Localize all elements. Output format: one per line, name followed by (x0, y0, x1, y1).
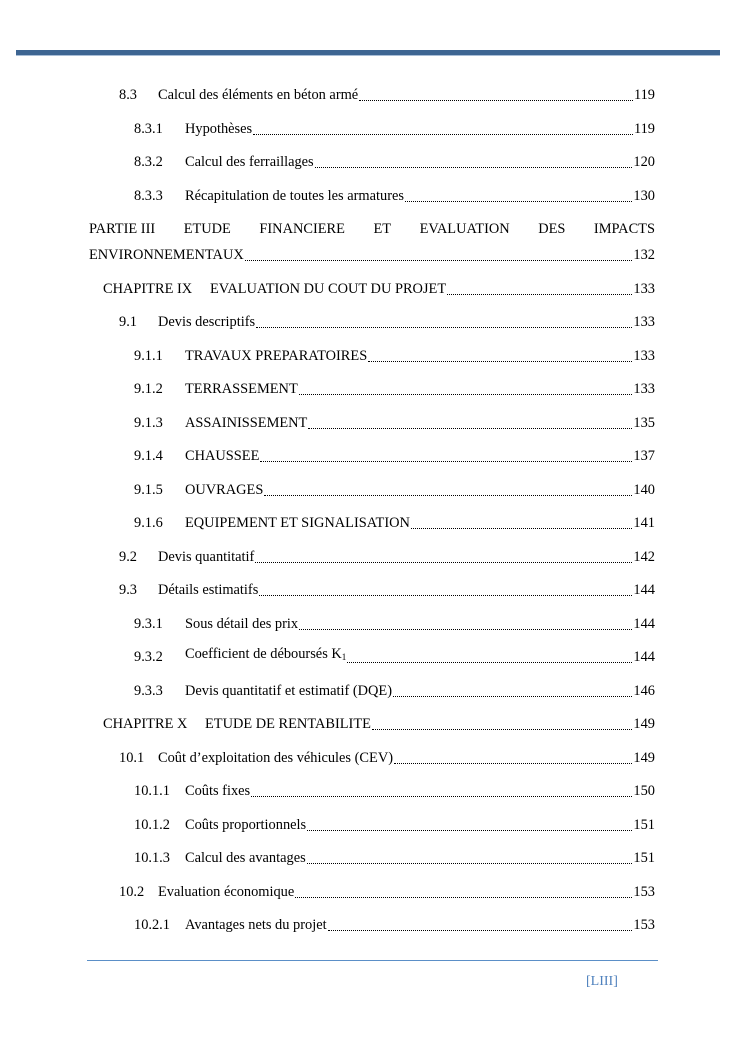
toc-entry-title (158, 548, 254, 566)
toc-entry-number: 10.2.1 (134, 917, 170, 933)
toc-entry[interactable] (89, 380, 655, 398)
part-word: FINANCIERE (259, 221, 345, 237)
toc-entry-page: 144 (633, 582, 655, 598)
dot-leader (394, 762, 632, 764)
toc-entry-title (185, 187, 404, 205)
dot-leader (307, 829, 632, 831)
toc-entry-page: 153 (633, 917, 655, 933)
toc-entry-title-text: TRAVAUX PREPARATOIRES (185, 347, 368, 364)
toc-entry-title (185, 682, 392, 700)
part-word: ET (373, 221, 392, 237)
dot-leader (245, 259, 633, 261)
toc-entry-title (158, 749, 393, 767)
dot-leader (308, 427, 632, 429)
toc-entry-number: CHAPITRE IX (103, 280, 193, 297)
dot-leader (264, 494, 632, 496)
toc-entry[interactable] (89, 414, 655, 432)
toc-entry-title (185, 645, 346, 666)
toc-entry[interactable] (89, 782, 655, 800)
toc-entry-title (185, 782, 250, 800)
toc-entry-title-text: CHAUSSEE (185, 448, 260, 464)
toc-entry-page: 153 (633, 883, 655, 900)
toc-entry[interactable] (89, 280, 655, 298)
toc-entry-title (185, 849, 306, 867)
dot-leader (299, 393, 633, 395)
footer-page-number: [LIII] (586, 974, 618, 989)
dot-leader (347, 661, 632, 663)
toc-entry-number: 10.1.1 (134, 783, 170, 799)
toc-entry-page: 137 (633, 448, 655, 464)
toc-entry-title-text: Devis quantitatif (158, 548, 255, 565)
toc-entry[interactable] (89, 514, 655, 532)
toc-entry-page: 144 (633, 615, 655, 632)
toc-entry-number: 9.1.5 (134, 481, 163, 498)
toc-entry-page: 149 (633, 749, 655, 766)
toc-entry-title (185, 414, 307, 432)
toc-entry-title: ENVIRONNEMENTAUX (89, 247, 244, 263)
toc-entry-number: 8.3.3 (134, 187, 163, 204)
toc-entry[interactable] (89, 581, 655, 599)
dot-leader (295, 896, 632, 898)
toc-entry-title-text: Evaluation économique (158, 883, 295, 900)
dot-leader (253, 133, 633, 135)
toc-entry-title-text: Calcul des éléments en béton armé (158, 87, 359, 103)
toc-entry-number: 9.1.6 (134, 515, 163, 531)
toc-entry-title-text: Coûts proportionnels (185, 816, 307, 833)
toc-entry-page: 140 (633, 481, 655, 498)
dot-leader (315, 166, 633, 168)
toc-entry[interactable] (89, 548, 655, 566)
dot-leader (372, 728, 633, 730)
toc-entry-page: 142 (633, 548, 655, 565)
toc-entry-title-text: Calcul des avantages (185, 850, 306, 866)
toc-entry[interactable] (89, 816, 655, 834)
part-word: IMPACTS (593, 221, 655, 237)
toc-entry-title-text: ASSAINISSEMENT (185, 414, 308, 431)
toc-entry-number: 9.2 (119, 548, 137, 565)
toc-entry[interactable] (89, 715, 655, 733)
dot-leader (359, 99, 633, 101)
toc-entry-title-text: EVALUATION DU COUT DU PROJET (210, 280, 447, 297)
dot-leader (368, 360, 632, 362)
toc-entry-number: 9.3 (119, 582, 137, 598)
toc-entry-title-text: Devis quantitatif et estimatif (DQE) (185, 682, 393, 699)
dot-leader (299, 628, 632, 630)
toc-entry-title-text: Avantages nets du projet (185, 917, 327, 933)
toc-entry[interactable] (89, 849, 655, 867)
toc-entry[interactable] (89, 481, 655, 499)
toc-entry-title-text: Sous détail des prix (185, 615, 299, 632)
toc-entry-title-text: Hypothèses (185, 120, 253, 137)
toc-entry-title-text: Coût d’exploitation des véhicules (CEV) (158, 749, 394, 766)
toc-entry-number: 9.1.2 (134, 381, 163, 397)
toc-entry-title (185, 816, 306, 834)
toc-entry-title (185, 916, 327, 934)
toc-entry[interactable] (89, 615, 655, 633)
toc-entry-page: 135 (633, 414, 655, 431)
toc-entry-page: 120 (633, 154, 655, 170)
toc-entry[interactable] (89, 447, 655, 465)
toc-entry-title (205, 715, 371, 733)
toc-entry[interactable] (89, 916, 655, 934)
toc-entry-title (185, 347, 367, 365)
toc-entry-title-text: Calcul des ferraillages (185, 154, 314, 170)
toc-entry[interactable] (89, 682, 655, 700)
toc-entry-page: 133 (633, 381, 655, 397)
dot-leader (328, 929, 633, 931)
toc-entry-title-text: Coûts fixes (185, 783, 251, 799)
toc-entry-number: 9.1.1 (134, 347, 163, 364)
toc-entry-number: 8.3.2 (134, 154, 163, 170)
toc-entry[interactable] (89, 86, 655, 104)
toc-entry[interactable] (89, 749, 655, 767)
toc-entry-number: 10.1.2 (134, 816, 170, 833)
toc-entry-title (185, 481, 263, 499)
toc-entry-title-text: Devis descriptifs (158, 314, 256, 330)
dot-leader (411, 527, 632, 529)
toc-entry[interactable] (89, 648, 655, 666)
toc-entry-title (185, 447, 259, 465)
toc-entry-page: 133 (633, 347, 655, 364)
toc-entry-title (185, 514, 410, 532)
toc-entry-title-text: Détails estimatifs (158, 582, 259, 598)
toc-entry-page: 133 (633, 280, 655, 297)
toc-entry-number: 10.2 (119, 883, 145, 900)
toc-entry[interactable] (89, 153, 655, 171)
toc-entry-number: 9.1.3 (134, 414, 163, 431)
toc-entry-number: 9.3.3 (134, 682, 163, 699)
toc-entry-subscript: 1 (341, 652, 347, 662)
dot-leader (447, 293, 632, 295)
toc-entry[interactable] (89, 883, 655, 901)
footer-rule (87, 960, 658, 961)
toc-entry-number: 9.1.4 (134, 448, 163, 464)
toc-entry[interactable] (89, 347, 655, 365)
toc-entry-title-text: EQUIPEMENT ET SIGNALISATION (185, 515, 410, 531)
toc-entry-title (158, 86, 358, 104)
toc-entry[interactable] (89, 313, 655, 331)
toc-entry-number: 10.1 (119, 749, 145, 766)
toc-entry-page: 133 (633, 314, 655, 330)
toc-entry-number: 9.3.1 (134, 615, 163, 632)
part-word: ETUDE (183, 221, 231, 237)
toc-entry-title (185, 120, 252, 138)
toc-entry-page: 119 (633, 120, 655, 137)
dot-leader (405, 200, 632, 202)
part-word: EVALUATION (419, 221, 510, 237)
toc-entry-page: 144 (633, 649, 655, 665)
toc-entry-page: 151 (633, 850, 655, 866)
dot-leader (393, 695, 632, 697)
toc-entry-title (158, 581, 258, 599)
toc-entry[interactable] (89, 187, 655, 205)
table-of-contents (89, 86, 655, 950)
dot-leader (260, 460, 632, 462)
toc-part-heading[interactable] (89, 220, 655, 238)
part-word: DES (538, 221, 566, 237)
toc-part-heading-line2[interactable] (89, 246, 655, 264)
toc-entry-number: 8.3 (119, 87, 137, 103)
part-word: PARTIE III (89, 221, 156, 237)
toc-entry-title (158, 313, 255, 331)
toc-entry-number: 9.3.2 (134, 649, 163, 665)
toc-entry-title (185, 615, 298, 633)
toc-entry-title-text: TERRASSEMENT (185, 381, 298, 397)
toc-entry-page: 132 (633, 247, 655, 263)
dot-leader (307, 862, 633, 864)
toc-entry-page: 119 (633, 87, 655, 103)
toc-entry-page: 149 (633, 716, 655, 732)
toc-entry-title-text: Coefficient de déboursés K (185, 646, 342, 662)
toc-entry-page: 141 (633, 515, 655, 531)
toc-entry-title (158, 883, 294, 901)
dot-leader (259, 594, 632, 596)
toc-entry-title-text: OUVRAGES (185, 481, 264, 498)
dot-leader (256, 326, 632, 328)
toc-entry[interactable] (89, 120, 655, 138)
toc-entry-number: 9.1 (119, 314, 137, 330)
toc-entry-title (185, 380, 298, 398)
toc-entry-title-text: ETUDE DE RENTABILITE (205, 716, 371, 732)
toc-entry-title (185, 153, 314, 171)
toc-entry-page: 130 (633, 187, 655, 204)
dot-leader (255, 561, 632, 563)
toc-entry-number: 10.1.3 (134, 850, 170, 866)
toc-entry-title-text: Récapitulation de toutes les armatures (185, 187, 404, 204)
toc-entry-number: CHAPITRE X (103, 716, 188, 732)
dot-leader (251, 795, 632, 797)
header-rule (16, 50, 720, 56)
toc-entry-title (210, 280, 446, 298)
toc-entry-page: 146 (633, 682, 655, 699)
toc-entry-number: 8.3.1 (134, 120, 163, 137)
toc-entry-page: 151 (633, 816, 655, 833)
toc-entry-page: 150 (633, 783, 655, 799)
